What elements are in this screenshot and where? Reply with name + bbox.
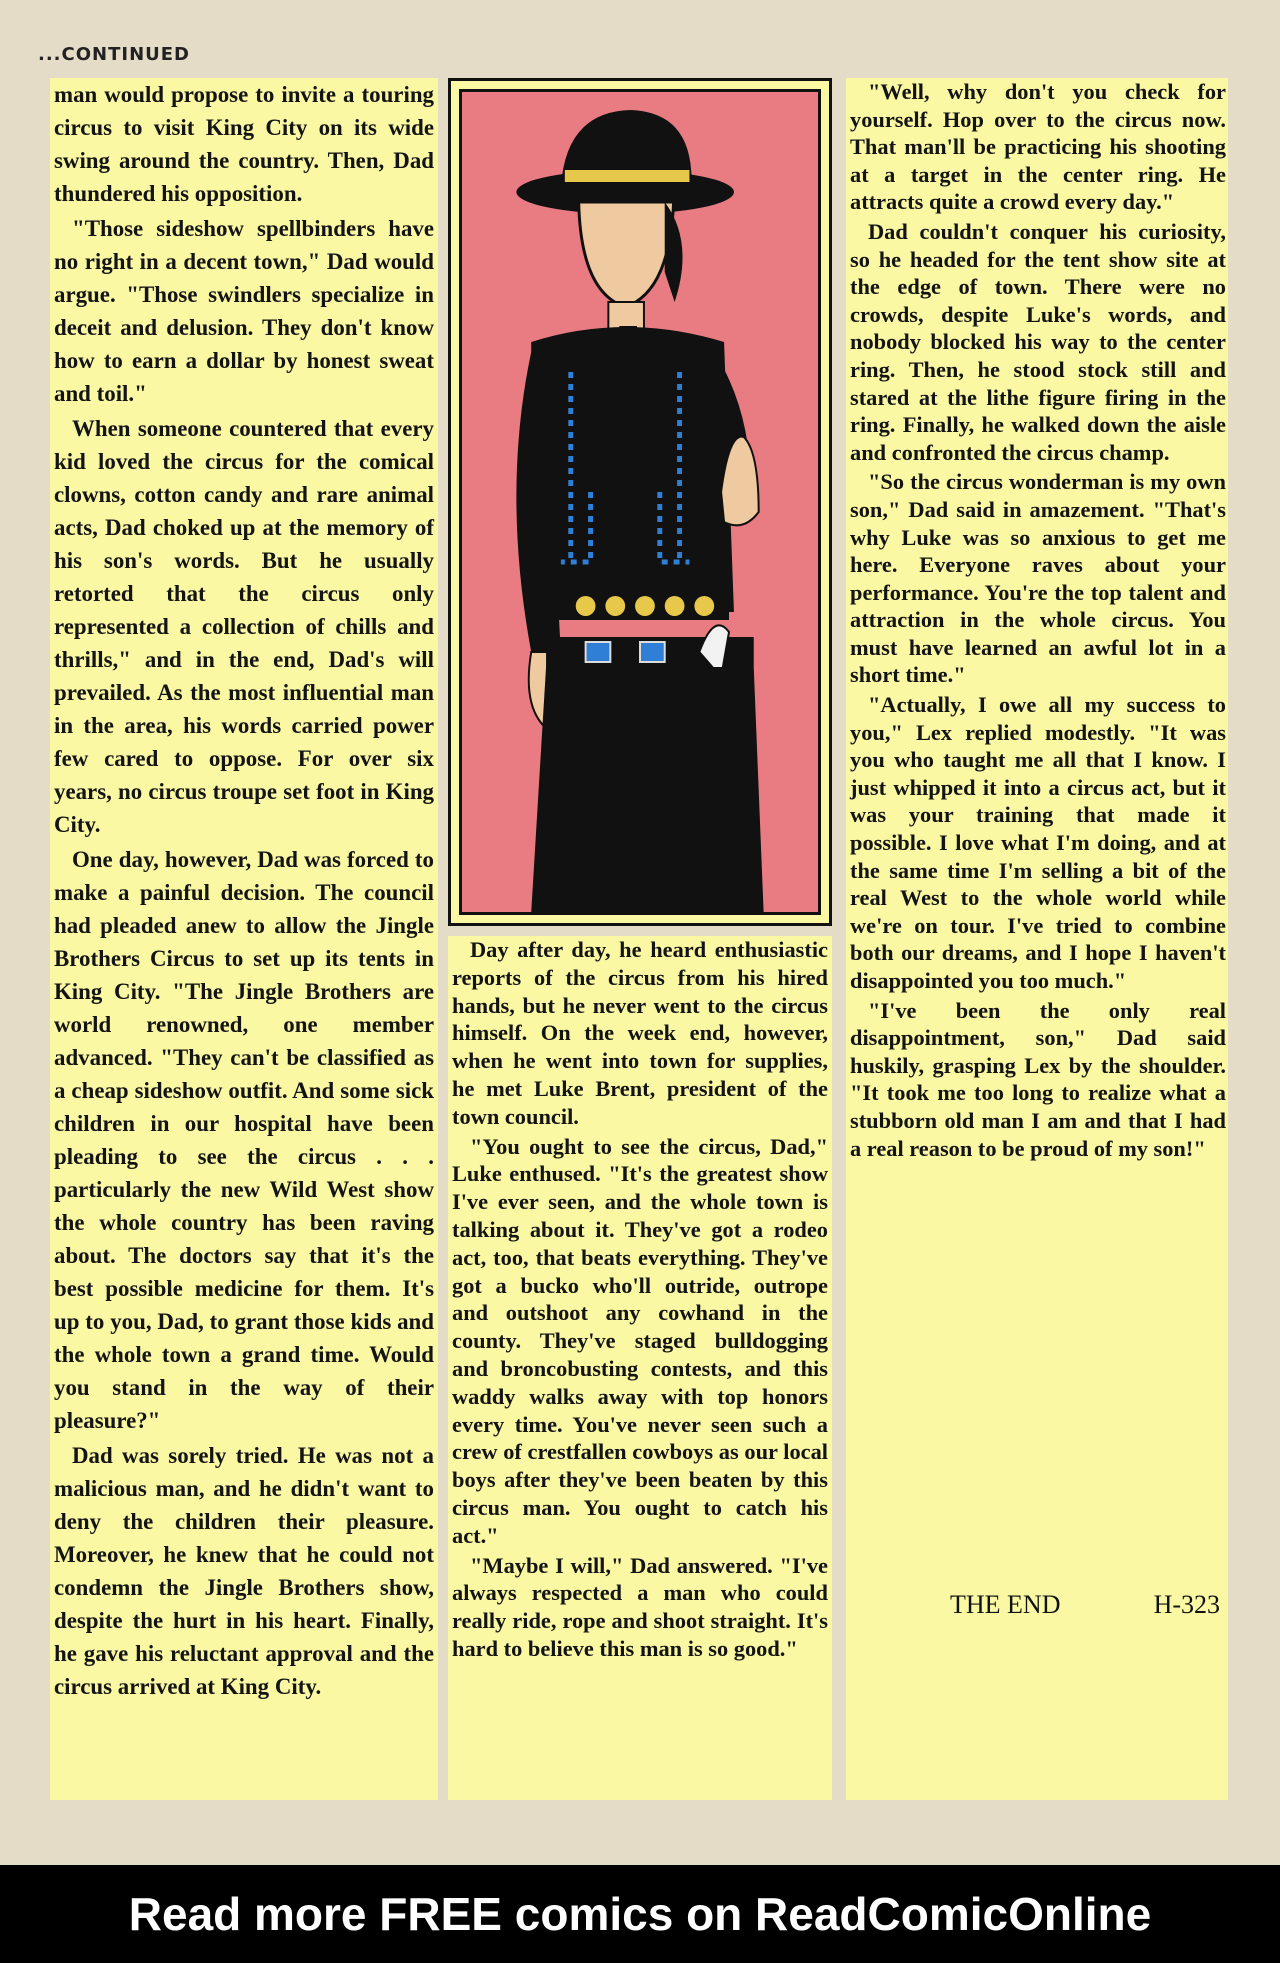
promo-footer-text[interactable]: Read more FREE comics on ReadComicOnline (128, 1888, 1152, 1940)
paragraph: Day after day, he heard enthusiastic reports of the circus from his hired hands, but he never went to the circus himself. On the week end, however, when he went into town for supplies, he met Luke Brent, president of the town council. (452, 937, 828, 1129)
shirt (531, 327, 734, 612)
belt-buckle (640, 642, 665, 662)
legs (531, 667, 763, 912)
text-column-middle (448, 936, 832, 1800)
belt-buckle (586, 642, 611, 662)
paragraph: "Those sideshow spellbinders have no right in a decent town," Dad would argue. "Those swindlers specialize in deceit and delusion. They don't know how to earn a dollar by honest sweat and toil." (54, 216, 434, 406)
paragraph: "Well, why don't you check for yourself. Hop over to the circus now. That man'll be practicing his shooting at a target in the center ring. He attracts quite a crowd every day." (850, 79, 1226, 215)
lower-arm (516, 352, 561, 652)
text-column-left (50, 78, 438, 1800)
promo-footer-banner[interactable] (0, 1865, 1280, 1963)
illustration-background (459, 89, 821, 915)
paragraph: "So the circus wonderman is my own son," Dad said in amazement. "That's why Luke was so anxious to get me here. Everyone raves about your performance. You're the top talent and attraction in the whole circus. You must have learned an awful lot in a short time." (850, 469, 1226, 688)
face (579, 202, 674, 307)
paragraph: When someone countered that every kid loved the circus for the comical clowns, cotton candy and rare animal acts, Dad choked up at the memory of his son's words. But he usually retorted that the circus only represented a collection of chills and thrills," and in the end, Dad's will prevailed. As the most influential man in the area, his words carried power few cared to oppose. For over six years, no circus troupe set foot in King City. (54, 416, 434, 837)
cowboy-figure-illustration (462, 92, 818, 912)
paragraph: "You ought to see the circus, Dad," Luke enthused. "It's the greatest show I've ever seen, and the whole town is talking about it. They've got a rodeo act, too, that beats everything. They've got a bucko who'll outride, outrope and outshoot any cowhand in the county. They've staged bulldogging and broncobusting contests, and this waddy walks away with top honors every time. You've never seen such a crew of crestfallen cowboys as our local boys after they've been beaten by this circus man. You ought to catch his act." (452, 1133, 828, 1548)
paragraph: "I've been the only real disappointment, son," Dad said huskily, grasping Lex by the shoulder. "It took me too long to realize what a stubborn old man I am and that I had a real reason to be proud of my son!" (850, 997, 1226, 1161)
paragraph: "Actually, I owe all my success to you," Lex replied modestly. "It was you who taught me all that I know. I just whipped it into a circus act, but it was your training that made it possible. I love what I'm doing, and at the same time I'm selling a bit of the real West to the whole world while we're on tour. I've tried to combine both our dreams, and I hope I haven't disappointed you too much." (850, 692, 1226, 993)
paragraph: "Maybe I will," Dad answered. "I've always respected a man who could really ride, rope and shoot straight. It's hard to believe this man is so good." (452, 1552, 828, 1661)
continued-header: ...CONTINUED (38, 44, 190, 65)
paragraph: Dad couldn't conquer his curiosity, so he headed for the tent show site at the edge of town. There were no crowds, despite Luke's words, and nobody blocked his way to the center ring. Then, he stood stock still and stared at the lithe figure firing in the ring. Finally, he walked down the aisle and confronted the circus champ. (850, 218, 1226, 465)
story-end-marker (950, 1590, 1220, 1620)
illustration-panel (448, 78, 832, 926)
paragraph: Dad was sorely tried. He was not a malicious man, and he didn't want to deny the children their pleasure. Moreover, he knew that he could not condemn the Jingle Brothers show, despite the hurt in his heart. Finally, he gave his reluctant approval and the circus arrived at King City. (54, 1443, 434, 1699)
the-end-label: THE END (950, 1590, 1061, 1619)
paragraph: man would propose to invite a touring circus to visit King City on its wide swing around the country. Then, Dad thundered his opposition. (54, 82, 434, 206)
text-column-right (846, 78, 1228, 1800)
story-code: H-323 (1153, 1590, 1220, 1619)
hat-band (565, 170, 690, 182)
paragraph: One day, however, Dad was forced to make a painful decision. The council had pleaded anew to allow the Jingle Brothers Circus to set up its tents in King City. "The Jingle Brothers are world renowned, one member advanced. "They can't be classified as a cheap sideshow outfit. And some sick children in our hospital have been pleading to see the circus . . . particularly the new Wild West show the whole country has been raving about. The doctors say that it's the best possible medicine for them. It's up to you, Dad, to grant those kids and the whole town a grand time. Would you stand in the way of their pleasure?" (54, 847, 434, 1433)
hair (665, 202, 683, 302)
